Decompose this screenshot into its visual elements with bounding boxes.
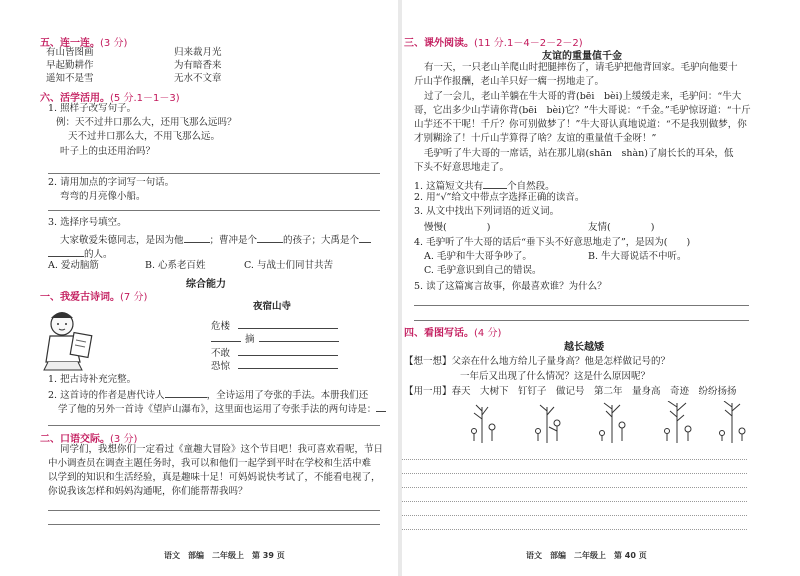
right-page	[402, 0, 800, 576]
s6-q3-sentence-end: 的人。	[48, 246, 113, 261]
word-bank: 【用一用】春天 大树下 钉钉子 做记号 第二年 量身高 奇迹 纷纷扬扬	[404, 386, 737, 397]
poem-line-4: 恐惊	[211, 358, 338, 373]
story-p3: 毛驴听了牛大哥的一席话，站在那儿扇(shān shàn)了扇长长的耳朵，低	[424, 148, 734, 159]
story-p2: 过了一会儿，老山羊躺在牛大哥的背(bēi bèi)上缓缓走来，毛驴问：“牛大	[424, 91, 742, 102]
poem-line-1: 危楼	[211, 318, 338, 333]
story-p2d: 才别糊涂了！十斤山芋算得了啥？友谊的重量值千金呀！”	[414, 133, 657, 144]
poem-line-3: 不敢	[211, 345, 338, 360]
story-p2c: 山芋还不干呢！千斤？你可别做梦了！”牛大哥认真地说道：“不是我别做梦，你	[414, 119, 747, 130]
section-2-heading: 二、口语交际。(3 分)	[40, 434, 138, 445]
picture-sequence-illustration	[462, 401, 752, 447]
s3-q3: 3. 从文中找出下列词语的近义词。	[414, 206, 560, 217]
s3-q4: 4. 毛驴听了牛大哥的话后“垂下头不好意思地走了”，是因为( )	[414, 237, 691, 248]
s6-example: 例：天不过井口那么大，还用飞那么远吗？	[56, 117, 237, 128]
writing-line[interactable]	[402, 473, 747, 474]
writing-line[interactable]	[402, 515, 747, 516]
match-right-1: 归来裁月光	[174, 47, 222, 58]
match-right-2: 为有暗香来	[174, 60, 222, 71]
section-1-heading: 一、我爱古诗词。(7 分)	[40, 292, 148, 303]
think-prompt-2: 一年后又出现了什么情况？这是什么原因呢？	[460, 371, 651, 382]
page-footer-left: 语文 部编 二年级上 第 39 页	[164, 551, 285, 560]
section-5-heading: 五、连一连。(3 分)	[40, 38, 128, 49]
answer-line[interactable]	[48, 524, 380, 525]
s2-text-2: 中小调查员在调查主题任务时，我可以和他们一起学到平时在学校和生活中难	[48, 458, 372, 469]
writing-line[interactable]	[402, 501, 747, 502]
story-p2b: 哥，它出多少山芋请你背(bēi bèi)它？”牛大哥说：“千金。”毛驴惊讶道：“十斤	[414, 105, 751, 116]
section-3-heading: 三、课外阅读。(11 分.1－4－2－2－2)	[404, 38, 583, 49]
match-left-2: 早起勤耕作	[46, 60, 94, 71]
fill-blank[interactable]	[359, 232, 371, 243]
poem-blank[interactable]	[238, 345, 338, 356]
s3-q4-a: A. 毛驴和牛大哥争吵了。	[424, 251, 532, 262]
reading-child-illustration	[34, 304, 104, 374]
fill-blank[interactable]	[257, 232, 283, 243]
story-title: 友谊的重量值千金	[542, 51, 622, 62]
think-prompt: 【想一想】父亲在什么地方给儿子量身高？他是怎样做记号的？	[404, 356, 671, 367]
fill-blank[interactable]	[165, 387, 207, 398]
s3-q4-c: C. 毛驴意识到自己的错误。	[424, 265, 542, 276]
story-p3b: 下头不好意思地走了。	[414, 162, 510, 173]
poem-blank[interactable]	[238, 358, 338, 369]
s2-text-4: 你说我该怎样和妈妈沟通呢，你们能帮帮我吗？	[48, 486, 248, 497]
answer-line[interactable]	[414, 305, 749, 306]
poem-title: 夜宿山寺	[253, 301, 292, 312]
option-b: B. 心系老百姓	[145, 260, 206, 271]
left-page	[0, 0, 398, 576]
poem-blank[interactable]	[259, 331, 339, 342]
poem-blank[interactable]	[211, 331, 241, 342]
section-6-heading: 六、活学活用。(5 分.1－1－3)	[40, 93, 180, 104]
story-p1b: 斤山芋作报酬，老山羊只好一瘸一拐地走了。	[414, 76, 605, 87]
s3-q3-friendship: 友情( )	[588, 222, 655, 233]
fill-blank[interactable]	[48, 246, 84, 257]
s1-q2: 2. 这首诗的作者是唐代诗人 ，全诗运用了夸张的手法。本册我们还	[48, 387, 368, 402]
section-divider-title: 综合能力	[186, 279, 226, 290]
s3-q1: 1. 这篇短文共有 个自然段。	[414, 178, 555, 193]
fill-blank[interactable]	[483, 178, 507, 189]
s2-text-3: 以学到的知识和生活经验，真是趣味十足！可妈妈说快考试了，不能看电视了，	[48, 472, 381, 483]
option-a: A. 爱动脑筋	[48, 260, 99, 271]
s1-q1: 1. 把古诗补充完整。	[48, 374, 137, 385]
s6-q1-prompt: 叶子上的虫还用治吗？	[60, 146, 156, 157]
option-c: C. 与战士们同甘共苦	[244, 260, 333, 271]
s3-q3-slow: 慢慢( )	[424, 222, 491, 233]
s3-q4-b: B. 牛大哥说话不中听。	[588, 251, 687, 262]
writing-line[interactable]	[402, 529, 747, 530]
answer-line[interactable]	[48, 210, 380, 211]
s6-q2: 2. 请用加点的字词写一句话。	[48, 177, 175, 188]
match-left-3: 遥知不是雪	[46, 73, 94, 84]
fill-blank[interactable]	[184, 232, 210, 243]
writing-line[interactable]	[402, 487, 747, 488]
writing-line[interactable]	[402, 459, 747, 460]
answer-line[interactable]	[414, 320, 749, 321]
poem-blank[interactable]	[238, 318, 338, 329]
s6-q1: 1. 照样子改写句子。	[48, 103, 137, 114]
story-p1: 有一天，一只老山羊爬山时把腿摔伤了，请毛驴把他背回家。毛驴向他要十	[424, 62, 738, 73]
match-left-1: 有山皆图画	[46, 47, 94, 58]
answer-line[interactable]	[48, 173, 380, 174]
s3-q2: 2. 用“√”给文中带点字选择正确的读音。	[414, 192, 585, 203]
s2-text-1: 同学们，我想你们一定看过《童趣大冒险》这个节目吧！我可喜欢看呢，节日	[60, 444, 384, 455]
answer-line[interactable]	[48, 510, 380, 511]
s6-q2-sentence: 弯弯的月亮像小船。	[60, 191, 146, 202]
section-4-heading: 四、看图写话。(4 分)	[404, 328, 502, 339]
s6-example-answer: 天不过井口那么大，不用飞那么远。	[68, 131, 221, 142]
answer-line[interactable]	[48, 425, 380, 426]
s1-q2-cont: 学了他的另外一首诗《望庐山瀑布》，这里面也运用了夸张手法的两句诗是：	[58, 401, 386, 416]
fill-blank[interactable]	[376, 401, 386, 412]
s3-q5: 5. 读了这篇寓言故事，你最喜欢谁？为什么？	[414, 281, 607, 292]
page-footer-right: 语文 部编 二年级上 第 40 页	[526, 551, 647, 560]
picture-title: 越长越矮	[564, 342, 604, 353]
s6-q3: 3. 选择序号填空。	[48, 217, 127, 228]
match-right-3: 无水不文章	[174, 73, 222, 84]
s6-q3-sentence: 大家敬爱朱德同志，是因为他 ；曹冲是个 的孩子；大禹是个	[60, 232, 371, 247]
poem-line-2: 摘	[211, 331, 339, 346]
